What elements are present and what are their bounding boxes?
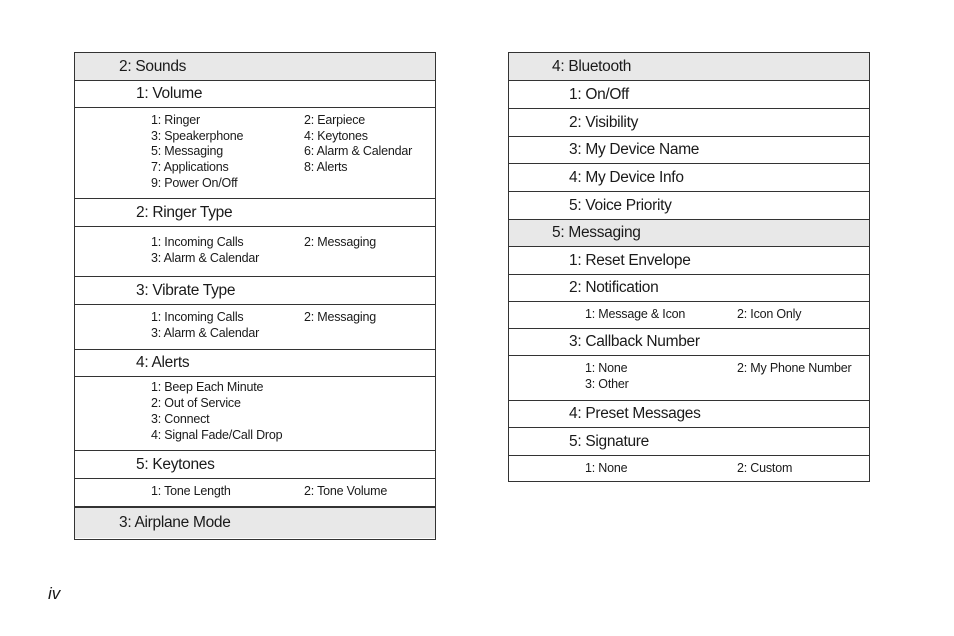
menu-my-device-info [509, 164, 869, 192]
list-item: 7: Applications [151, 160, 229, 174]
menu-label: 3: Callback Number [569, 333, 700, 350]
menu-label: 4: Alerts [136, 354, 190, 371]
menu-label: 2: Notification [569, 279, 659, 296]
menu-label: 4: Preset Messages [569, 405, 701, 422]
list-item: 3: Other [585, 377, 629, 391]
menu-volume [75, 81, 435, 108]
menu-label: 2: Ringer Type [136, 203, 233, 221]
list-item: 1: Beep Each Minute [151, 380, 264, 394]
menu-label: 3: My Device Name [569, 141, 700, 158]
list-item: 3: Speakerphone [151, 129, 244, 143]
submenu-signature [509, 456, 869, 483]
list-item: 4: Keytones [304, 129, 368, 143]
menu-voice-priority [509, 192, 869, 220]
list-item: 1: Incoming Calls [151, 235, 244, 249]
menu-reset-envelope [509, 247, 869, 275]
section-bluetooth [509, 53, 869, 81]
list-item: 6: Alarm & Calendar [304, 144, 413, 158]
menu-label: 5: Signature [569, 432, 649, 450]
menu-keytones [75, 451, 435, 479]
menu-ringer-type [75, 199, 435, 227]
menu-alerts [75, 350, 435, 377]
list-item: 1: Message & Icon [585, 307, 686, 321]
section-messaging [509, 220, 869, 247]
section-label: 5: Messaging [552, 224, 641, 241]
list-item: 8: Alerts [304, 160, 348, 174]
section-airplane-mode [75, 507, 435, 538]
menu-label: 1: On/Off [569, 85, 629, 103]
menu-callback-number [509, 329, 869, 356]
right-menu-table [508, 52, 870, 482]
menu-signature [509, 428, 869, 456]
list-item: 1: Tone Length [151, 484, 231, 498]
section-label: 2: Sounds [119, 57, 187, 75]
menu-on-off [509, 81, 869, 109]
list-item: 2: Out of Service [151, 396, 241, 410]
menu-label: 5: Keytones [136, 455, 215, 473]
submenu-callback-number [509, 356, 869, 401]
submenu-volume [75, 108, 435, 199]
menu-visibility [509, 109, 869, 137]
list-item: 1: None [585, 361, 628, 375]
submenu-ringer-type [75, 227, 435, 277]
list-item: 1: None [585, 461, 628, 475]
section-label: 3: Airplane Mode [119, 514, 231, 531]
menu-label: 1: Reset Envelope [569, 251, 691, 269]
section-sounds [75, 53, 435, 81]
list-item: 3: Alarm & Calendar [151, 326, 260, 340]
menu-label: 5: Voice Priority [569, 196, 672, 214]
list-item: 5: Messaging [151, 144, 223, 158]
list-item: 2: Tone Volume [304, 484, 388, 498]
menu-label: 2: Visibility [569, 113, 639, 131]
list-item: 2: Messaging [304, 310, 376, 324]
list-item: 2: Icon Only [737, 307, 802, 321]
list-item: 2: Custom [737, 461, 793, 475]
left-menu-table [74, 52, 436, 540]
submenu-notification [509, 302, 869, 329]
list-item: 9: Power On/Off [151, 176, 238, 190]
submenu-vibrate-type [75, 305, 435, 350]
list-item: 4: Signal Fade/Call Drop [151, 428, 283, 442]
list-item: 3: Alarm & Calendar [151, 251, 260, 265]
menu-notification [509, 275, 869, 302]
list-item: 2: Earpiece [304, 113, 366, 127]
submenu-keytones [75, 479, 435, 507]
menu-label: 3: Vibrate Type [136, 281, 236, 299]
menu-label: 1: Volume [136, 85, 203, 102]
list-item: 2: My Phone Number [737, 361, 852, 375]
submenu-alerts [75, 377, 435, 451]
menu-my-device-name [509, 137, 869, 164]
menu-label: 4: My Device Info [569, 168, 684, 186]
list-item: 2: Messaging [304, 235, 376, 249]
list-item: 3: Connect [151, 412, 210, 426]
page-number: iv [48, 584, 61, 603]
menu-preset-messages [509, 401, 869, 428]
menu-vibrate-type [75, 277, 435, 305]
list-item: 1: Incoming Calls [151, 310, 244, 324]
section-label: 4: Bluetooth [552, 57, 632, 75]
list-item: 1: Ringer [151, 113, 200, 127]
